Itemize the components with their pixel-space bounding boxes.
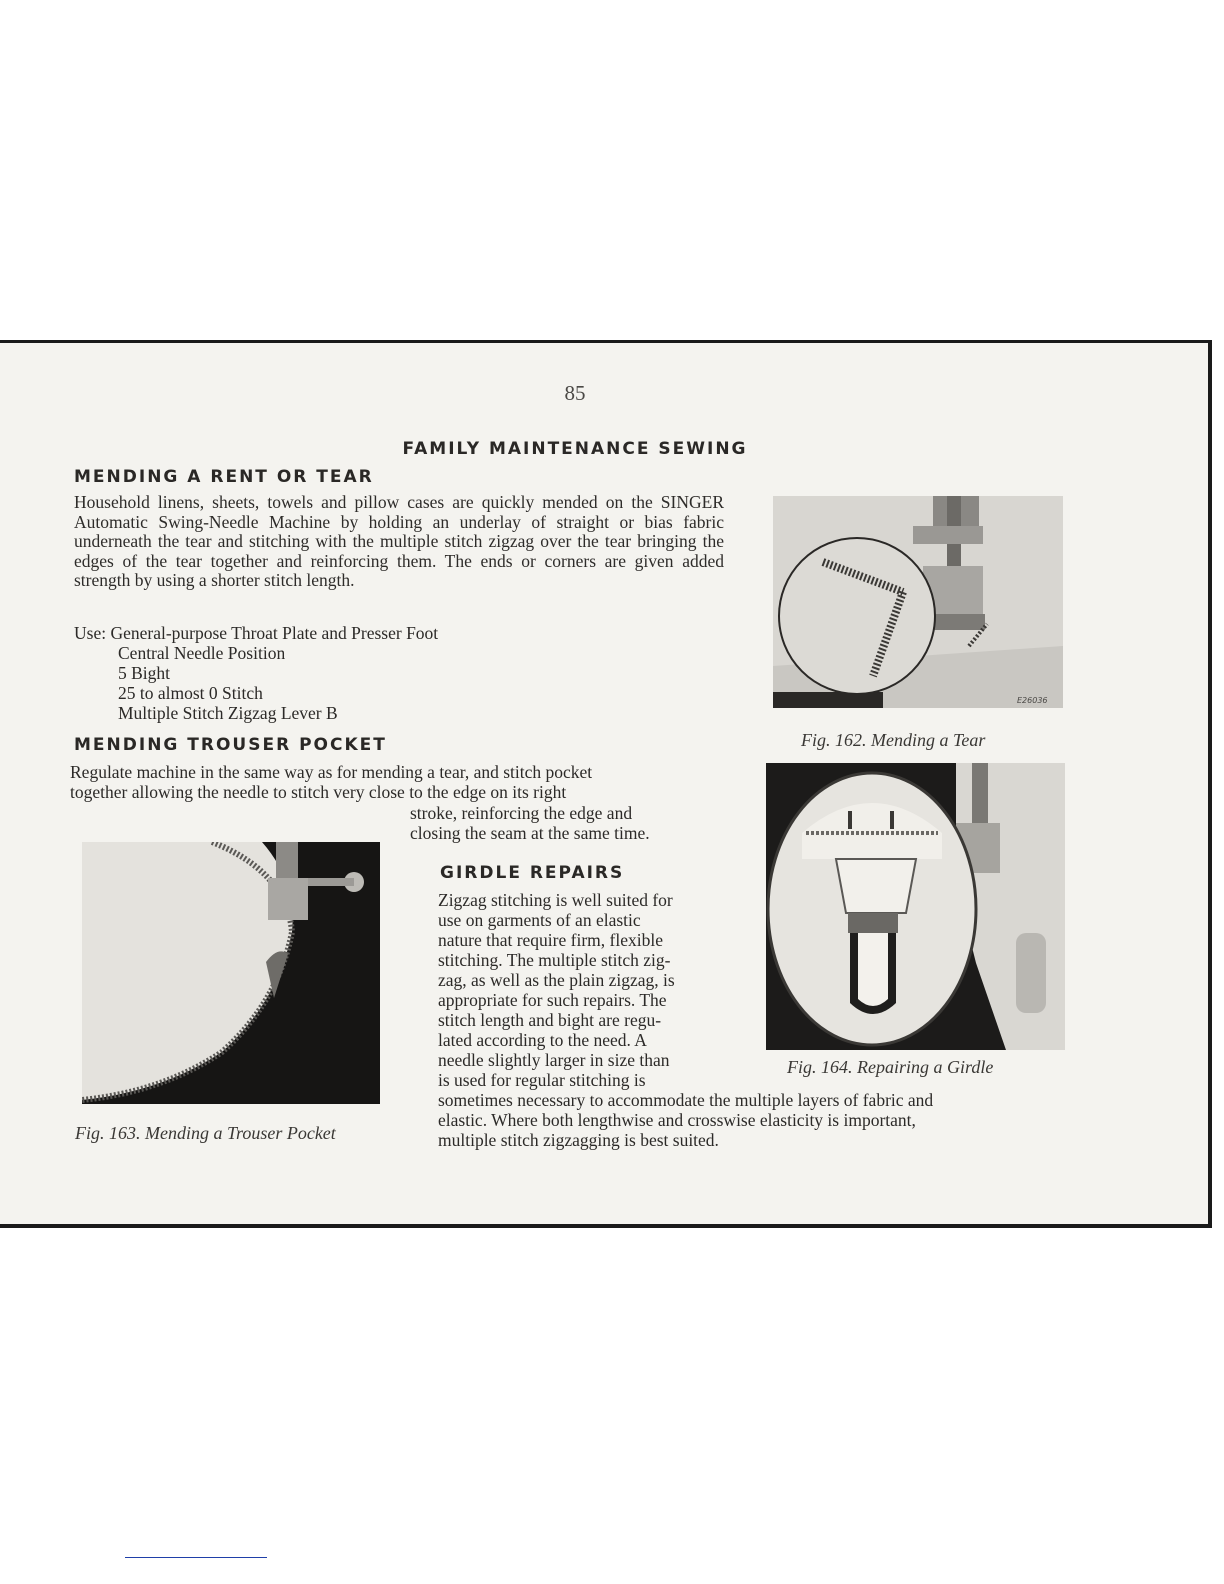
girdle-line: stitch length and bight are regu- [438, 1010, 662, 1030]
main-heading: FAMILY MAINTENANCE SEWING [402, 439, 748, 459]
girdle-line: use on garments of an elastic [438, 910, 641, 930]
girdle-line: stitching. The multiple stitch zig- [438, 950, 671, 970]
use-item: Multiple Stitch Zigzag Lever B [118, 703, 338, 723]
figure-163-caption: Fig. 163. Mending a Trouser Pocket [75, 1123, 336, 1143]
girdle-line: is used for regular stitching is [438, 1070, 646, 1090]
trouser-pocket-illustration [82, 842, 380, 1104]
figure-164-image [766, 763, 1065, 1050]
pocket-line: Regulate machine in the same way as for mending a tear, and stitch pocket [70, 762, 593, 782]
girdle-line: needle slightly larger in size than [438, 1050, 670, 1070]
use-label: Use: General-purpose Throat Plate and Presser Foot [74, 623, 439, 643]
pocket-line: closing the seam at the same time. [410, 823, 650, 843]
section-heading-girdle: GIRDLE REPAIRS [440, 863, 625, 883]
use-item: 25 to almost 0 Stitch [118, 683, 263, 703]
figure-164-caption: Fig. 164. Repairing a Girdle [787, 1057, 994, 1077]
girdle-line: multiple stitch zigzagging is best suited. [438, 1130, 719, 1150]
page-number: 85 [564, 381, 586, 405]
girdle-line: appropriate for such repairs. The [438, 990, 667, 1010]
figure-162-caption: Fig. 162. Mending a Tear [801, 730, 986, 750]
mending-tear-illustration [773, 496, 1063, 708]
pocket-line: stroke, reinforcing the edge and [410, 803, 633, 823]
girdle-line: lated according to the need. A [438, 1030, 647, 1050]
section-heading-rent: MENDING A RENT OR TEAR [74, 467, 374, 487]
bottom-rule [125, 1557, 267, 1558]
girdle-line: sometimes necessary to accommodate the multiple layers of fabric and [438, 1090, 934, 1110]
figure-162-image [773, 496, 1063, 708]
girdle-line: Zigzag stitching is well suited for [438, 890, 673, 910]
figure-162-label: E26036 [1017, 696, 1048, 705]
section-heading-pocket: MENDING TROUSER POCKET [74, 735, 387, 755]
girdle-line: nature that require firm, flexible [438, 930, 663, 950]
use-item: Central Needle Position [118, 643, 286, 663]
pocket-line: together allowing the needle to stitch very close to the edge on its right [70, 782, 567, 802]
figure-163-image [82, 842, 380, 1104]
girdle-repair-illustration [766, 763, 1065, 1050]
manual-page [0, 340, 1212, 1228]
girdle-line: elastic. Where both lengthwise and crosswise elasticity is important, [438, 1110, 916, 1130]
use-item: 5 Bight [118, 663, 171, 683]
rent-paragraph: Household linens, sheets, towels and pillow cases are quickly mended on the SINGER Automatic Swing-Needle Machine by holding an underlay of straight or bias fabric underneath the tear and stitching with the multiple stitch zigzag over the tear bringing the edges of the tear together and reinforcing them. The ends or corners are given added strength by using a shorter stitch length. [74, 492, 724, 590]
girdle-line: zag, as well as the plain zigzag, is [438, 970, 675, 990]
